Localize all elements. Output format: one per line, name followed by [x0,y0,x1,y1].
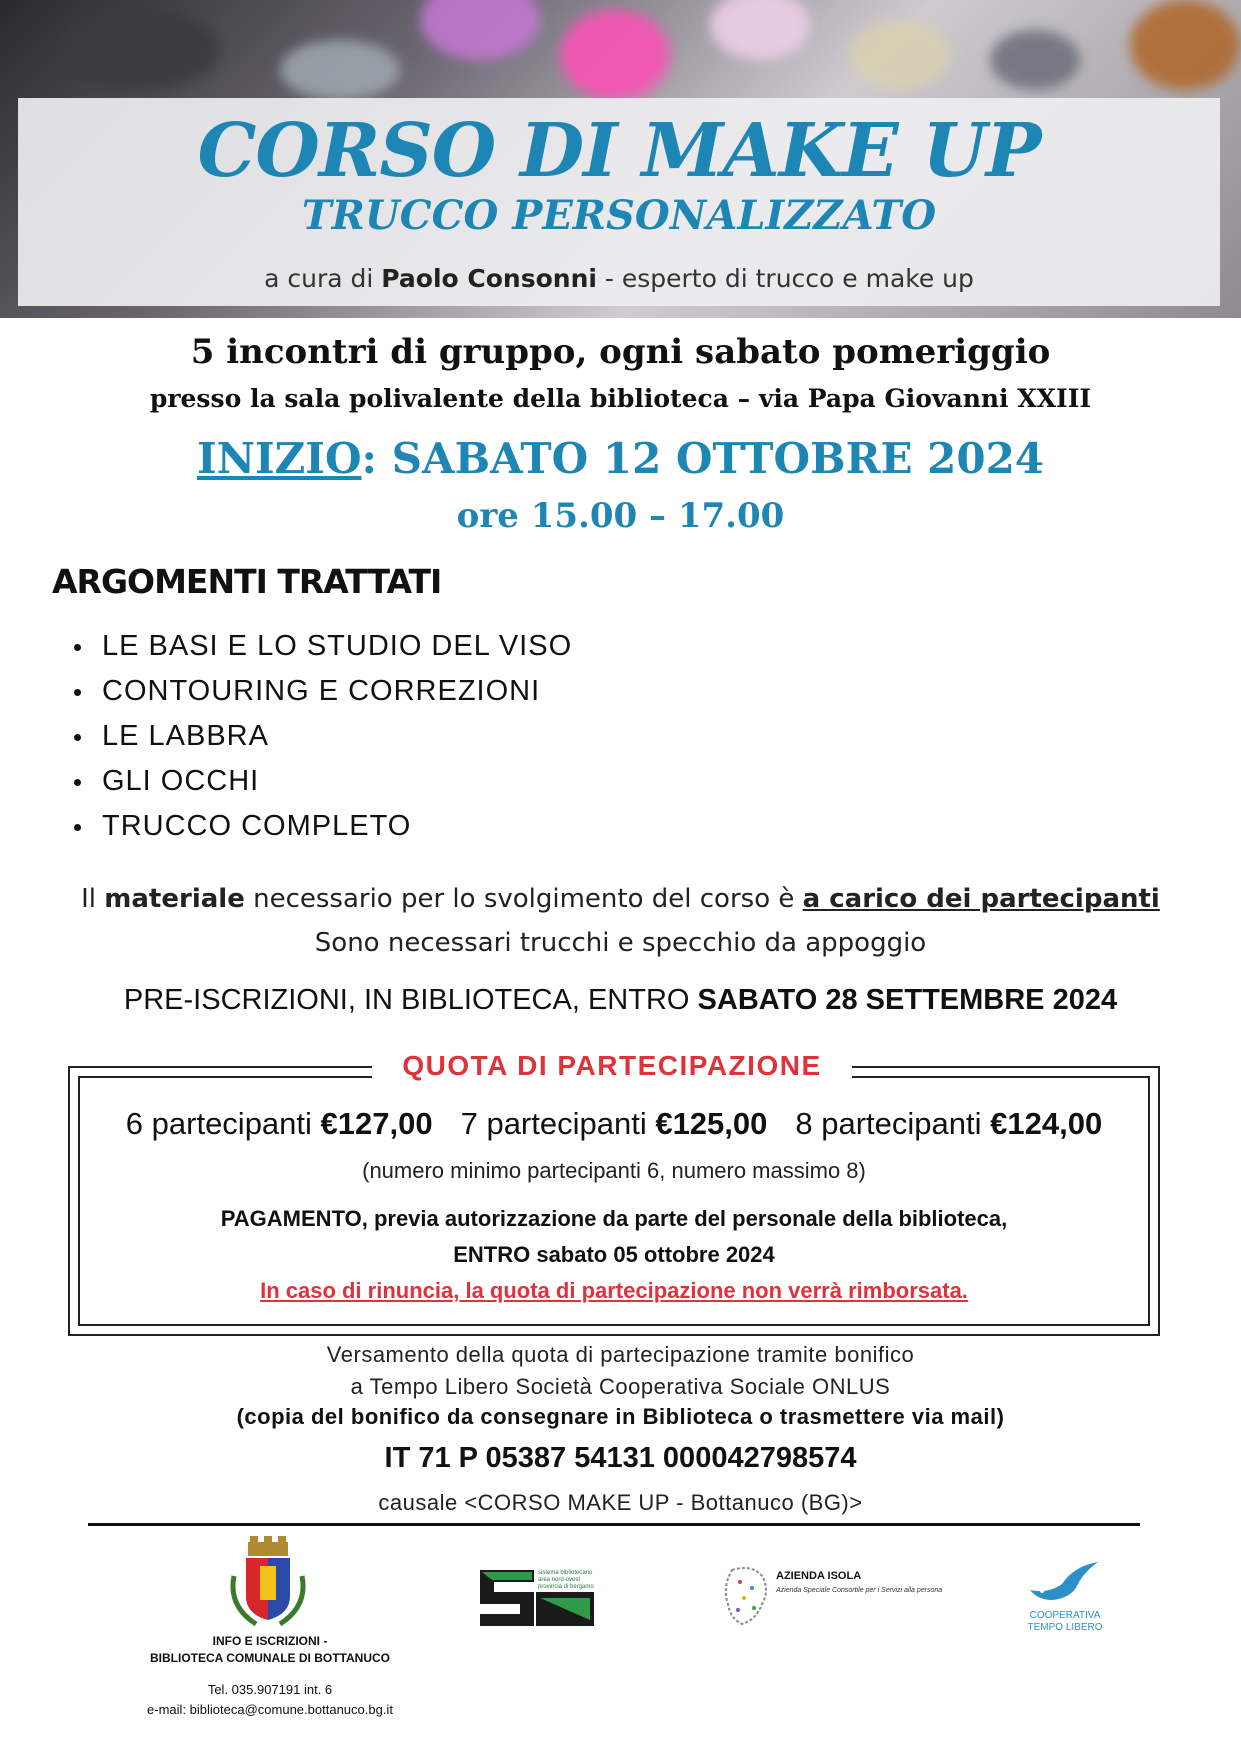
price-label: 6 partecipanti [125,1106,321,1141]
eyeshadow-swatch [1130,0,1240,90]
participant-limits: (numero minimo partecipanti 6, numero massimo 8) [362,1158,866,1183]
eyeshadow-swatch [990,30,1080,90]
hero-banner [0,0,1241,318]
registration-line [0,984,1241,1017]
email[interactable]: e-mail: biblioteca@comune.bottanuco.bg.it [147,1702,393,1717]
cooperativa-name-line1: COOPERATIVA [1029,1610,1101,1621]
registration-deadline: SABATO 28 SETTEMBRE 2024 [697,984,1118,1016]
registration-text: PRE-ISCRIZIONI, IN BIBLIOTECA, ENTRO [123,984,698,1016]
refund-notice: In caso di rinuncia, la quota di partecipazione non verrà rimborsata. [260,1278,968,1303]
start-label: INIZIO [196,434,362,483]
material-line [0,884,1241,914]
eyeshadow-swatch [280,40,400,100]
list-item: LE LABBRA [70,714,572,759]
list-item: CONTOURING E CORREZIONI [70,669,572,714]
price-label: 7 partecipanti [460,1106,656,1141]
meetings-line: 5 incontri di gruppo, ogni sabato pomeriggio [190,332,1051,372]
topics-list [70,624,572,849]
list-item: LE BASI E LO STUDIO DEL VISO [70,624,572,669]
start-date: : SABATO 12 OTTOBRE 2024 [361,434,1045,483]
title-panel [18,98,1220,306]
material-underlined: a carico dei partecipanti [802,884,1160,914]
page-subtitle: TRUCCO PERSONALIZZATO [301,192,937,239]
azienda-isola-subtitle: Azienda Speciale Consortile per i Servizi alla persona [776,1587,943,1594]
material-bold: materiale [104,884,245,914]
price-value: €125,00 [655,1106,768,1141]
byline-suffix: - esperto di trucco e make up [596,264,974,293]
price-value: €127,00 [320,1106,433,1141]
material-pre: Il [81,884,105,914]
iban: IT 71 P 05387 54131 000042798574 [384,1442,857,1474]
brush-shadow [60,10,220,90]
price-label: 8 partecipanti [795,1106,991,1141]
list-item: TRUCCO COMPLETO [70,804,572,849]
material-mid: necessario per lo svolgimento del corso è [244,884,803,914]
library-name: BIBLIOTECA COMUNALE DI BOTTANUCO [150,1651,390,1665]
eyeshadow-swatch [710,0,810,60]
topics-heading: ARGOMENTI TRATTATI [52,562,442,601]
price-row [68,1106,1160,1142]
sb-caption: sistema bibliotecario area nord-ovest provincia di bergamo [538,1570,594,1590]
page-title: CORSO DI MAKE UP [197,108,1041,194]
start-line [0,434,1241,483]
divider [88,1523,1140,1526]
cooperativa-name-line2: TEMPO LIBERO [1027,1622,1103,1633]
cooperativa-bird-icon [1028,1560,1100,1604]
price-option [461,1106,768,1141]
list-item: GLI OCCHI [70,759,572,804]
eyeshadow-swatch [850,20,950,90]
eyeshadow-swatch [420,0,540,60]
instructor-name: Paolo Consonni [381,264,597,293]
byline-prefix: a cura di [264,264,382,293]
info-title: INFO E ISCRIZIONI - [212,1634,328,1648]
phone: Tel. 035.907191 int. 6 [207,1682,333,1697]
time-line: ore 15.00 – 17.00 [456,496,785,536]
azienda-isola-name: AZIENDA ISOLA [776,1570,862,1582]
bank-line-2: a Tempo Libero Società Cooperativa Sociale ONLUS [350,1374,891,1399]
price-option [126,1106,433,1141]
fee-heading: QUOTA DI PARTECIPAZIONE [372,1050,852,1082]
price-option [795,1106,1102,1141]
municipal-crest-icon [226,1536,310,1632]
byline [18,264,1220,293]
price-value: €124,00 [990,1106,1103,1141]
bank-line-3: (copia del bonifico da consegnare in Biblioteca o trasmettere via mail) [236,1404,1005,1429]
payment-line-1: PAGAMENTO, previa autorizzazione da parte del personale della biblioteca, [220,1206,1008,1231]
material-note: Sono necessari trucchi e specchio da appoggio [314,928,927,958]
payment-line-2: ENTRO sabato 05 ottobre 2024 [453,1242,775,1267]
bank-line-1: Versamento della quota di partecipazione tramite bonifico [326,1342,915,1367]
azienda-isola-map-icon [722,1564,772,1628]
payment-reference: causale <CORSO MAKE UP - Bottanuco (BG)> [378,1490,863,1515]
eyeshadow-swatch [560,10,670,100]
location-line: presso la sala polivalente della biblioteca – via Papa Giovanni XXIII [149,384,1092,413]
